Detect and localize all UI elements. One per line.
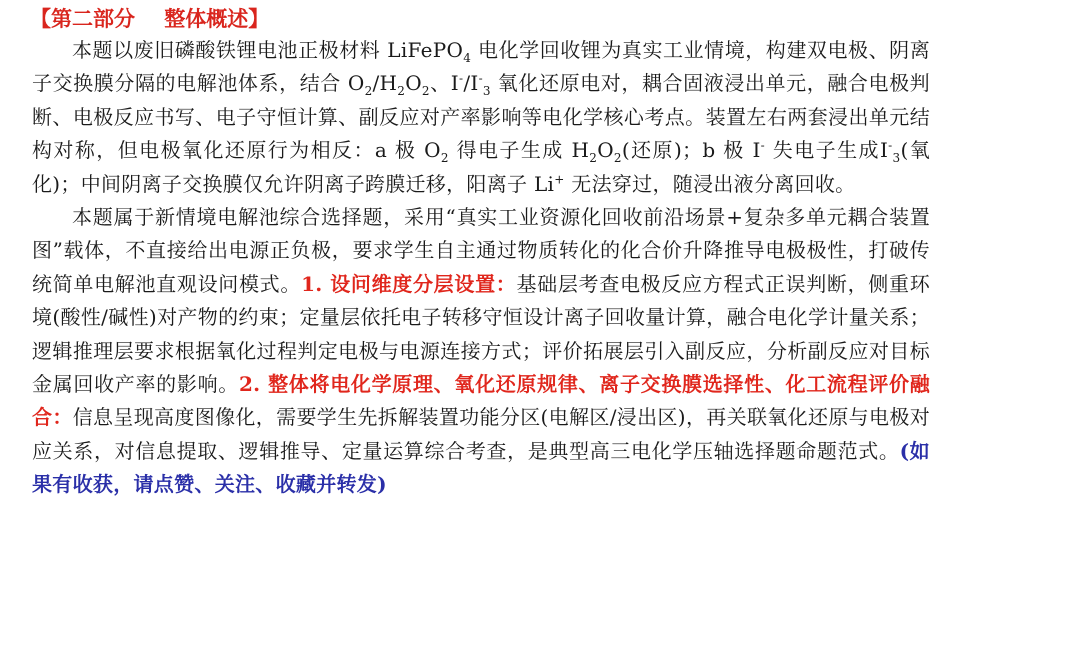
p1-text: 电化学回收锂为真实工业情境，构建双电极、阴离子交换膜分隔的电解池体系，结合 O xyxy=(32,38,930,96)
p1-text: 失电子生成I xyxy=(765,138,889,163)
highlight-layered-design: 1. 设问维度分层设置： xyxy=(301,271,517,296)
p1-text: /H xyxy=(372,71,398,96)
p1-text: 得电子生成 H xyxy=(448,138,590,163)
paragraph-overview xyxy=(32,34,930,201)
p1-sub: 4 xyxy=(463,51,472,65)
p1-text: O xyxy=(405,71,422,96)
p1-sub: 3 xyxy=(482,84,491,99)
p1-sub: 3 xyxy=(892,151,901,166)
p1-sup: - xyxy=(760,138,766,153)
p1-text: (氧化)；中间阴离子交换膜仅允许阴离子跨膜迁移，阳离子 Li xyxy=(32,138,931,196)
p1-sub: 2 xyxy=(613,151,622,166)
p1-sub: 2 xyxy=(364,84,373,99)
highlight-integration: 2. 整体将电化学原理、氧化还原规律、离子交换膜选择性、化工流程评价融合： xyxy=(32,372,931,430)
p2-text: 信息呈现高度图像化，需要学生先拆解装置功能分区(电解区/浸出区)，再关联氧化还原与电极对应关系，对信息提取、逻辑推导、定量运算综合考查，是典型高三电化学压轴选择题命题范式。 xyxy=(32,405,930,463)
p1-sub: 2 xyxy=(589,151,598,166)
p2-text: 基础层考查电极反应方程式正误判断，侧重环境(酸性/碱性)对产物的约束；定量层依托电子转移守恒设计离子回收量计算，融合电化学计量关系；逻辑推理层要求根据氧化过程判定电极与电源连接方式；评价拓展层引入副反应，分析副反应对目标金属回收产率的影响。 xyxy=(32,271,930,397)
p1-sup: - xyxy=(888,138,893,153)
p1-sup: - xyxy=(478,71,483,86)
p1-sup: + xyxy=(554,171,565,186)
p1-text: 无法穿过，随浸出液分离回收。 xyxy=(564,171,856,196)
p1-sub: 2 xyxy=(440,151,449,166)
section-title: 【第二部分 整体概述】 xyxy=(30,7,270,31)
p1-text: 、I xyxy=(429,71,459,96)
p2-text: 本题属于新情境电解池综合选择题，采用“真实工业资源化回收前沿场景+复杂多单元耦合装置图”载体，不直接给出电源正负极，要求学生自主通过物质转化的化合价升降推导电极极性，打破传统简单电解池直观设问模式。 xyxy=(32,205,930,296)
p1-text: (还原)；b 极 I xyxy=(621,138,761,163)
call-to-action: (如果有收获，请点赞、关注、收藏并转发) xyxy=(32,438,930,497)
p1-sup: - xyxy=(458,71,464,86)
p1-sub: 2 xyxy=(397,84,406,99)
p1-sub: 2 xyxy=(421,84,430,99)
document-page xyxy=(0,4,1080,665)
p1-text: O xyxy=(597,138,614,163)
p1-text: 氧化还原电对，耦合固液浸出单元，融合电极判断、电极反应书写、电子守恒计算、副反应对产率影响等电化学核心考点。装置左右两套浸出单元结构对称，但电极氧化还原行为相反：a 极 O xyxy=(32,71,930,163)
paragraph-design xyxy=(32,201,930,502)
p1-text: /I xyxy=(463,71,479,96)
p1-text: 本题以废旧磷酸铁锂电池正极材料 LiFePO xyxy=(72,38,464,62)
